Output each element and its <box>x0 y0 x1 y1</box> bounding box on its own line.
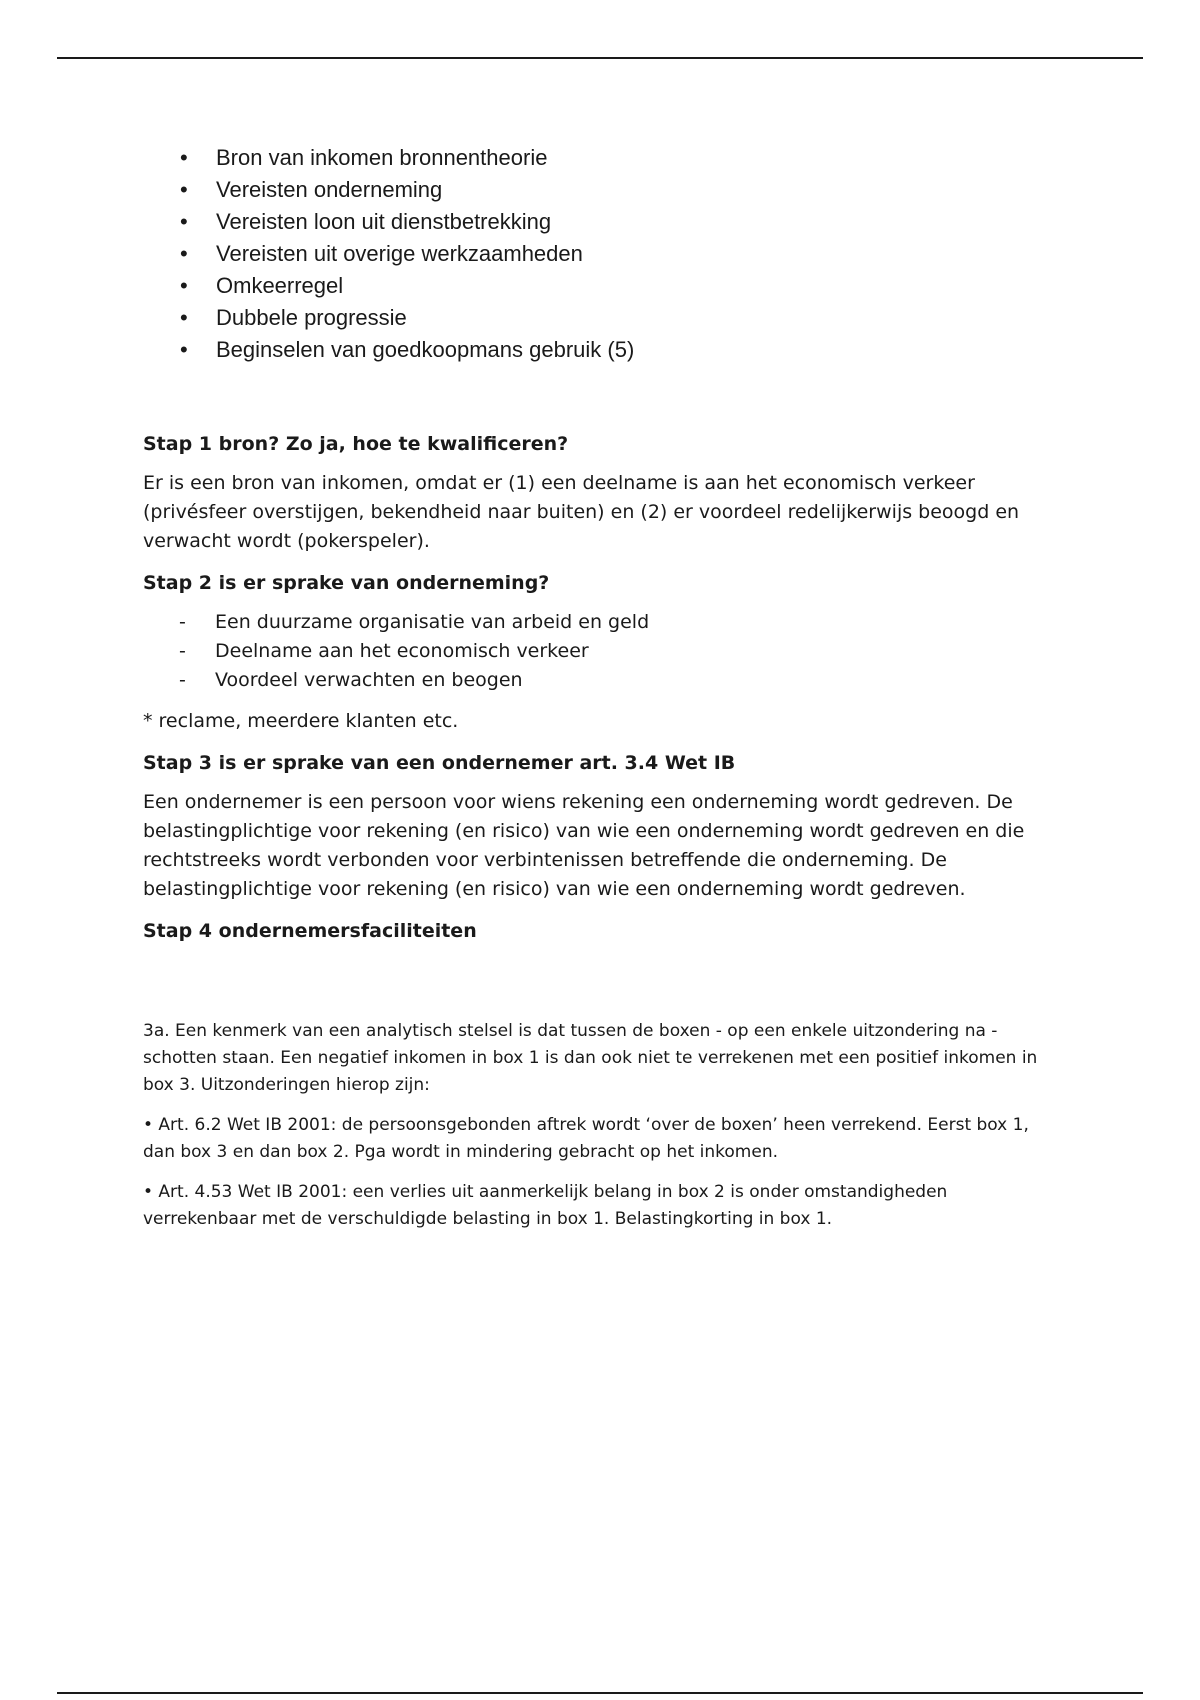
list-item: • Vereisten loon uit dienstbetrekking <box>180 206 634 238</box>
list-item: • Vereisten onderneming <box>180 174 634 206</box>
step3-text: Een ondernemer is een persoon voor wiens rekening een onderneming wordt gedreven. De belastingplichtige voor rekening (en risico) van wie een onderneming wordt gedreven en die rechtstreeks wordt verbonden voor verbintenissen betreffende die onderneming. De belastingplichtige voor rekening (en risico) van wie een onderneming wordt gedreven. <box>143 791 1025 900</box>
step1-heading: Stap 1 bron? Zo ja, hoe te kwalificeren? <box>143 433 569 455</box>
list-item: • Vereisten uit overige werkzaamheden <box>180 238 634 270</box>
step2-heading: Stap 2 is er sprake van onderneming? <box>143 572 550 594</box>
step3-heading: Stap 3 is er sprake van een ondernemer art. 3.4 Wet IB <box>143 752 736 774</box>
step4-heading: Stap 4 ondernemersfaciliteiten <box>143 920 477 942</box>
list-item: - Voordeel verwachten en beogen <box>143 666 1063 695</box>
topic-bullet-list <box>180 142 634 366</box>
step2-requirements-list <box>143 608 1063 695</box>
list-item: - Een duurzame organisatie van arbeid en geld <box>143 608 1063 637</box>
list-item: • Dubbele progressie <box>180 302 634 334</box>
document-body <box>143 430 1063 1246</box>
list-item: • Bron van inkomen bronnentheorie <box>180 142 634 174</box>
list-item: • Beginselen van goedkoopmans gebruik (5) <box>180 334 634 366</box>
step1-text: Er is een bron van inkomen, omdat er (1) een deelname is aan het economisch verkeer (privésfeer overstijgen, bekendheid naar buiten) en (2) er voordeel redelijkerwijs beoogd en verwacht wordt (pokerspeler). <box>143 472 1020 552</box>
section-spacer <box>143 956 1063 1018</box>
list-item: • Omkeerregel <box>180 270 634 302</box>
section-3a-intro: 3a. Een kenmerk van een analytisch stelsel is dat tussen de boxen - op een enkele uitzondering na - schotten staan. Een negatief inkomen in box 1 is dan ook niet te verrekenen met een positief inkomen in box 3. Uitzonderingen hierop zijn: <box>143 1021 1038 1095</box>
top-divider <box>57 57 1143 59</box>
step2-note: * reclame, meerdere klanten etc. <box>143 710 459 732</box>
section-3a-point-1: • Art. 6.2 Wet IB 2001: de persoonsgebonden aftrek wordt ‘over de boxen’ heen verrekend. Eerst box 1, dan box 3 en dan box 2. Pga wordt in mindering gebracht op het inkomen. <box>143 1115 1029 1162</box>
section-3a-point-2: • Art. 4.53 Wet IB 2001: een verlies uit aanmerkelijk belang in box 2 is onder omstandigheden verrekenbaar met de verschuldigde belasting in box 1. Belastingkorting in box 1. <box>143 1182 948 1229</box>
list-item: - Deelname aan het economisch verkeer <box>143 637 1063 666</box>
bottom-divider <box>57 1692 1143 1694</box>
